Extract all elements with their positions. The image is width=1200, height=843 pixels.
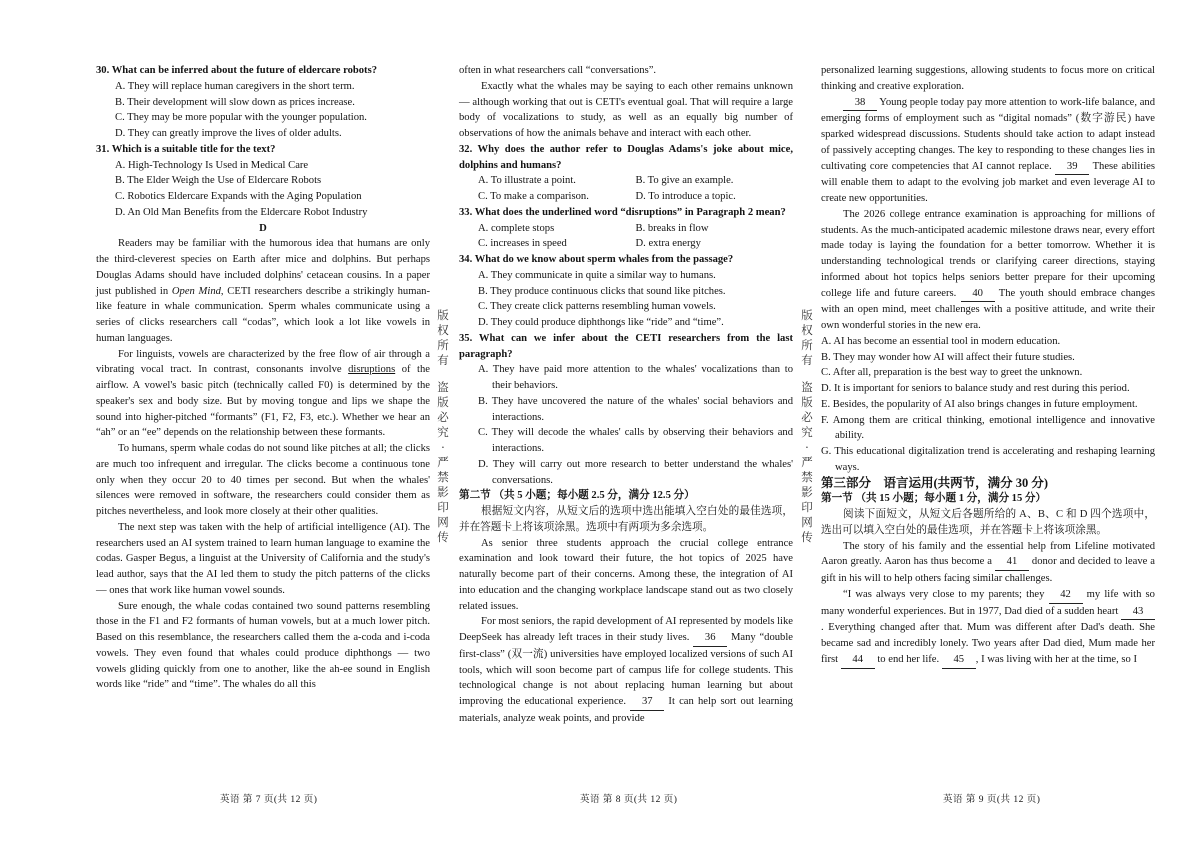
section-2-instructions: 根据短文内容，从短文后的选项中选出能填入空白处的最佳选项，并在答题卡上将该项涂黑。选项中有两项为多余选项。 [459, 506, 793, 533]
q30-option-b: B. Their development will slow down as prices increase. [115, 96, 355, 108]
q33-option-a: A. complete stops [478, 222, 555, 234]
part-3-heading: 第三部分 语言运用(共两节，满分 30 分) [821, 475, 1049, 490]
cloze-paragraph-4: The 2026 college entrance examination is approaching for millions of students. As the much-anticipated academic milestone draws near, every effort made today is laying the foundation for a better tomorrow. Whether it is understanding technological trends or clarifying career directions, staying informed about hot topics helps seniors better prepare for their upcoming college life and future careers. 40 The youth should embrace changes with an open mind, meet challenges with a positive attitude, and write their own wonderful stories in the new era. [821, 208, 1155, 331]
blank-41: 41 [995, 554, 1029, 571]
page-7-column [96, 63, 430, 693]
q32-option-a: A. To illustrate a point. [478, 175, 576, 187]
blank-38: 38 [843, 95, 877, 112]
q33-option-c: C. increases in speed [478, 238, 567, 250]
q34-option-c: C. They create click patterns resembling human vowels. [478, 301, 716, 313]
q34-option-a: A. They communicate in quite a similar way to humans. [478, 269, 716, 281]
question-35: 35. What can we infer about the CETI researchers from the last paragraph? [459, 332, 793, 360]
section-1-heading: 第一节 （共 15 小题；每小题 1 分，满分 15 分） [821, 493, 1047, 505]
blank-44: 44 [841, 652, 875, 669]
question-32: 32. Why does the author refer to Douglas Adams's joke about mice, dolphins and humans? [459, 143, 793, 171]
blank-37: 37 [630, 694, 664, 711]
q32-options-row-2 [459, 189, 793, 205]
cloze-option-f: F. Among them are critical thinking, emotional intelligence and innovative ability. [821, 414, 1155, 442]
cloze-option-e: E. Besides, the popularity of AI also brings changes in future employment. [821, 398, 1138, 410]
q32-option-d: D. To introduce a topic. [635, 191, 736, 202]
question-33: 33. What does the underlined word “disruptions” in Paragraph 2 mean? [459, 206, 786, 218]
language-use-paragraph-1: The story of his family and the essential help from Lifeline motivated Aaron greatly. Aaron has thus become a 41 donor and decided to leave a gift in his will to help others facing similar challenges. [821, 540, 1155, 584]
cloze-paragraph-2: For most seniors, the rapid development of AI represented by models like DeepSeek has already left traces in their study lives. 36 Many “double first-class” (双一流) universities have employed localized versions of such AI tools, which will soon become part of campus life for college students. This technological change is not about replacing human learning but about improving the educational experience. 37 It can help sort out learning materials, analyze weak points, and provide [459, 616, 793, 724]
q35-option-b: B. They have uncovered the nature of the whales' social behaviors and interactions. [478, 395, 793, 423]
page-8-footer: 英语 第 8 页(共 12 页) [580, 795, 678, 805]
question-31: 31. Which is a suitable title for the text? [96, 143, 276, 155]
cloze-paragraph-1: As senior three students approach the crucial college entrance examination and look toward their future, the hot topics of 2025 have naturally become part of their concerns. Among these, the integration of AI into education and the changing workplace landscape stand out as two closely related issues. [459, 537, 793, 612]
language-use-paragraph-2: “I was always very close to my parents; they 42 my life with so many wonderful experiences. But in 1977, Dad died of a sudden heart 43. Everything changed after that. Mum was different after Dad's death. She became sad and incredibly lonely. Two years after Dad died, Mum made her first 44 to end her life. 45 , I was living with her at the time, so I [821, 587, 1155, 669]
copyright-margin-right-top: 版权所有 [801, 308, 813, 367]
section-1-instructions: 阅读下面短文，从短文后各题所给的 A、B、C 和 D 四个选项中，选出可以填入空白处的最佳选项，并在答题卡上将该项涂黑。 [821, 509, 1155, 536]
cloze-option-a: A. AI has become an essential tool in modern education. [821, 335, 1061, 347]
cloze-option-d: D. It is important for seniors to balance study and rest during this period. [821, 383, 1130, 394]
copyright-margin-left-bottom: 盗版必究·严禁影印网传 [437, 380, 449, 544]
q33-options-row-2 [459, 236, 793, 252]
q30-option-d: D. They can greatly improve the lives of older adults. [115, 128, 342, 139]
q31-option-a: A. High-Technology Is Used in Medical Care [115, 159, 309, 171]
q31-option-c: C. Robotics Eldercare Expands with the Aging Population [115, 191, 362, 202]
q35-option-a: A. They have paid more attention to the whales' vocalizations than to their behaviors. [478, 364, 793, 391]
passage-d-heading: D [259, 222, 267, 234]
cloze-option-c: C. After all, preparation is the best way to greet the unknown. [821, 367, 1083, 379]
q30-option-c: C. They may be more popular with the younger population. [115, 112, 367, 124]
blank-45: 45 [942, 652, 976, 669]
passage-d-paragraph-6: Exactly what the whales may be saying to each other remains unknown — although working that out is CETI's eventual goal. That will require a large body of vocalizations to study, as well as an equally big number of observations of how the animals behave and interact with each other. [459, 80, 793, 139]
blank-36: 36 [693, 630, 727, 647]
q30-option-a: A. They will replace human caregivers in the short term. [115, 80, 355, 92]
blank-39: 39 [1055, 159, 1089, 176]
question-30: 30. What can be inferred about the future of eldercare robots? [96, 65, 378, 76]
copyright-margin-left-top: 版权所有 [437, 308, 449, 367]
q31-option-d: D. An Old Man Benefits from the Eldercare Robot Industry [115, 206, 368, 218]
q32-options-row-1 [459, 173, 793, 189]
cloze-option-b: B. They may wonder how AI will affect their future studies. [821, 351, 1075, 363]
passage-d-paragraph-5: Sure enough, the whale codas contained two sound patterns resembling those in the F1 and F2 formants of human vowels, but at a much lower pitch. Based on this resemblance, the researchers called them the a-coda and i-coda vowels. They even found that whales could produce diphthongs — two vowels gliding quickly from one to another, like the ah-ee sound in English words like “ride” and “time”. The whales do all this [96, 600, 430, 691]
passage-d-paragraph-1: Readers may be familiar with the humorous idea that humans are only the third-cleverest species on Earth after mice and dolphins. But perhaps Douglas Adams should have included dolphins' cetacean cousins. In a paper just published in Open Mind, CETI researchers describe a strikingly human-like feature in whale communication. Sperm whales communicate using a series of clicks researchers call “codas”, which look a lot like vowels in human languages. [96, 238, 430, 344]
q33-option-d: D. extra energy [635, 238, 701, 250]
q31-option-b: B. The Elder Weigh the Use of Eldercare Robots [115, 175, 322, 187]
q35-option-d: D. They will carry out more research to better understand the whales' conversations. [478, 458, 793, 486]
page-9-footer: 英语 第 9 页(共 12 页) [943, 795, 1041, 805]
q35-option-c: C. They will decode the whales' calls by observing their behaviors and interactions. [478, 427, 793, 454]
q33-options-row-1 [459, 221, 793, 237]
q33-option-b: B. breaks in flow [635, 222, 709, 234]
question-34: 34. What do we know about sperm whales from the passage? [459, 254, 734, 265]
q34-option-b: B. They produce continuous clicks that sound like pitches. [478, 285, 726, 297]
cloze-paragraph-2-end: personalized learning suggestions, allowing students to focus more on critical thinking and creative exploration. [821, 65, 1155, 92]
section-2-heading: 第二节 （共 5 小题；每小题 2.5 分，满分 12.5 分） [459, 490, 695, 502]
blank-43: 43 [1121, 604, 1155, 621]
q32-option-b: B. To give an example. [635, 175, 734, 187]
blank-42: 42 [1049, 587, 1083, 604]
blank-40: 40 [961, 286, 995, 303]
page-7-footer: 英语 第 7 页(共 12 页) [220, 795, 318, 805]
passage-d-paragraph-5-end: often in what researchers call “conversations”. [459, 65, 657, 76]
copyright-margin-right-bottom: 盗版必究·严禁影印网传 [801, 380, 813, 544]
underlined-word: disruptions [348, 364, 396, 376]
page-9-column [821, 63, 1155, 669]
cloze-option-g: G. This educational digitalization trend is accelerating and reshaping learning ways. [821, 446, 1155, 473]
passage-d-paragraph-4: The next step was taken with the help of artificial intelligence (AI). The researchers used an AI system trained to learn human language to examine the codas. Gasper Begus, a linguist at the University of California and the study's lead author, says that the AI led them to study the pitch patterns of the clicks — ones that work like human vowel sounds. [96, 521, 430, 596]
page-8-column [459, 63, 793, 727]
passage-d-paragraph-2: For linguists, vowels are characterized by the free flow of air through a vibrating vocal tract. In contrast, consonants involve disruptions of the airflow. A vowel's basic pitch (technically called F0) is determined by the speaker's sex and body size. But by moving tongue and lips we shape the sound into higher-pitched “formants” (F1, F2, F3, etc.). Whether we hear an “ah” or an “ee” depends on the relationship between these formants. [96, 348, 430, 439]
cloze-paragraph-3: 38 Young people today pay more attention to work-life balance, and emerging forms of employment such as “digital nomads” (数字游民) have sparked widespread discussions. Students should take action to adapt instead of passively accepting changes. The key to responding to these changes lies in cultivating core competencies that AI cannot replace. 39 These abilities will enable them to adapt to the evolving job market and even leverage AI to create new opportunities. [821, 96, 1155, 204]
passage-d-paragraph-3: To humans, sperm whale codas do not sound like pitches at all; the clicks are much too infrequent and irregular. The clicks become a continuous tone only when they occur 20 to 40 times per second. But when the whales' silences were removed in software, the researchers could consider them as pitches nevertheless, and look more closely at their other qualities. [96, 443, 430, 517]
q32-option-c: C. To make a comparison. [478, 191, 589, 202]
q34-option-d: D. They could produce diphthongs like “ride” and “time”. [478, 317, 724, 328]
